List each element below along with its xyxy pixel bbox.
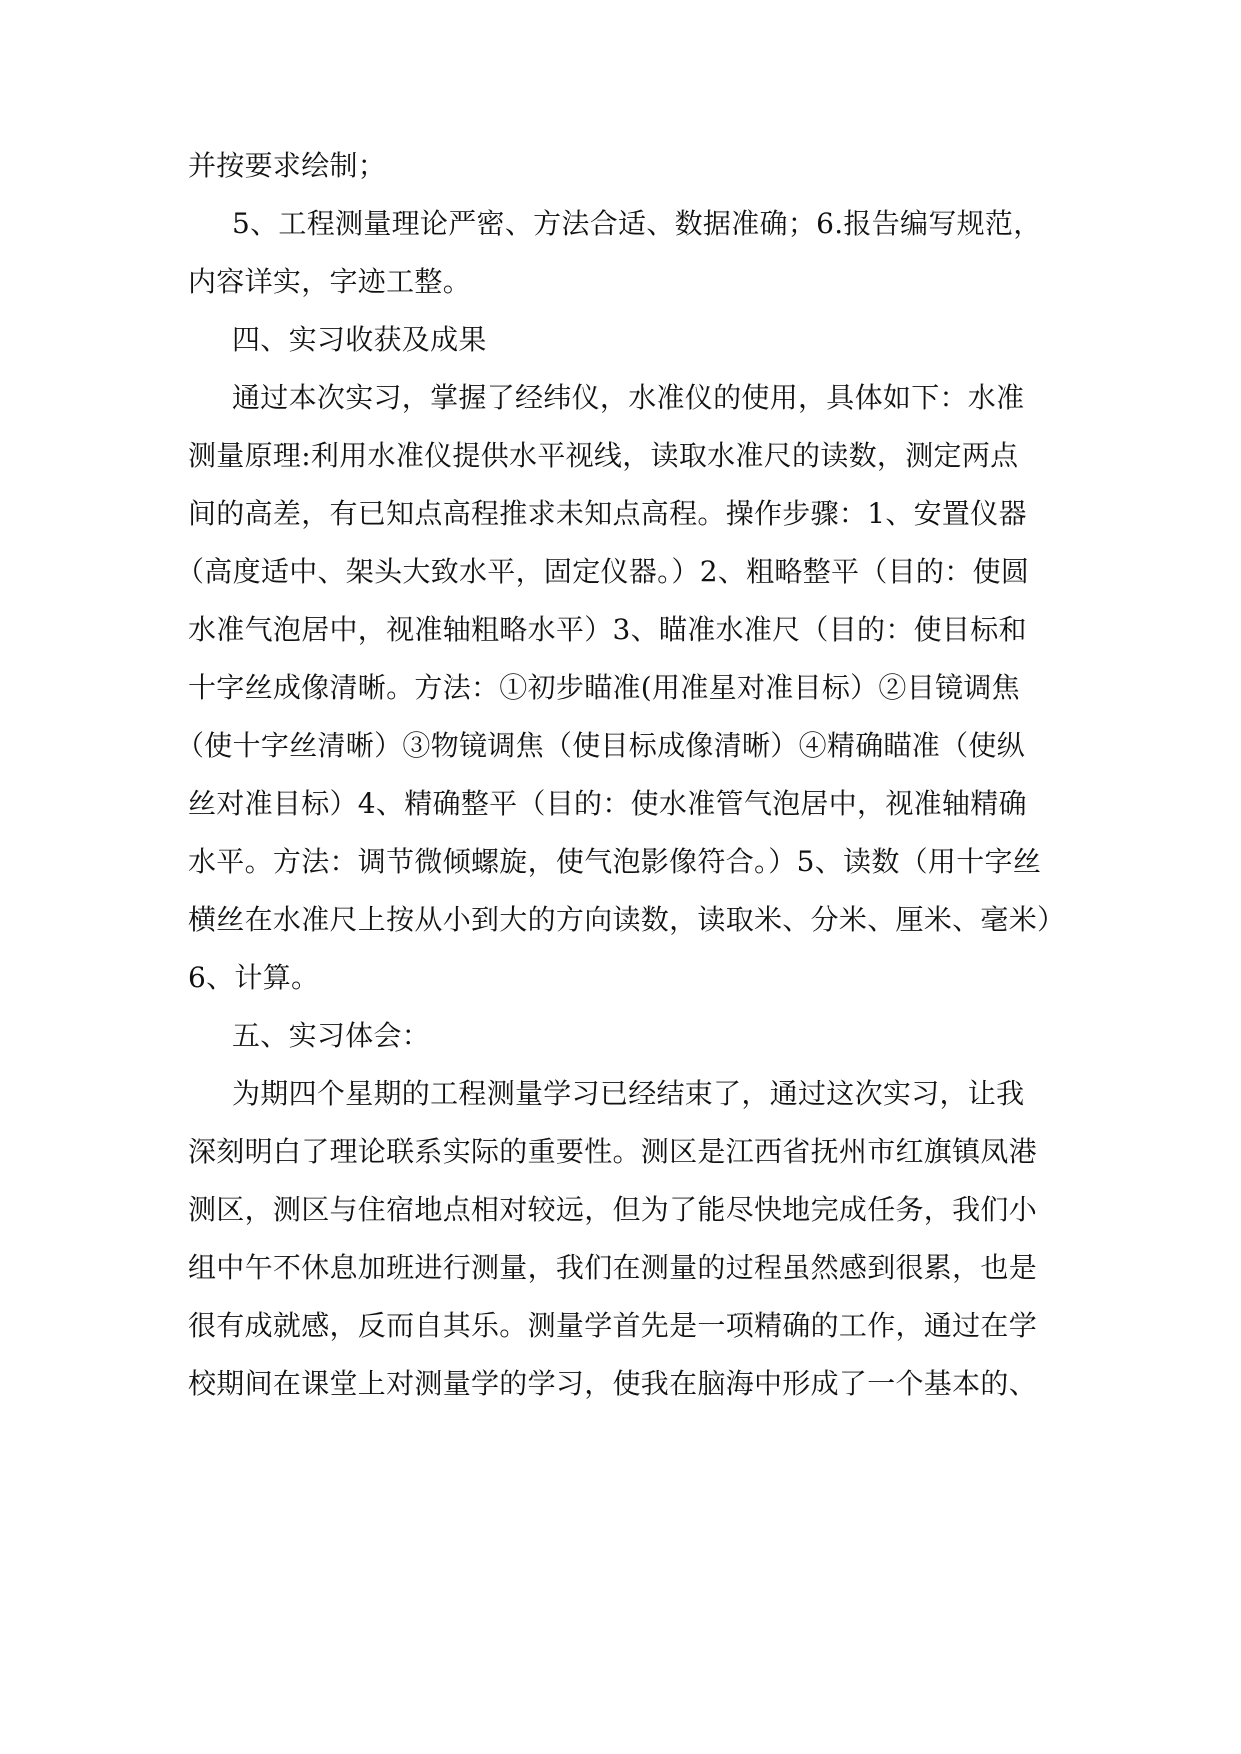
text-line: 为期四个星期的工程测量学习已经结束了，通过这次实习，让我	[232, 1077, 1025, 1110]
text-line: 深刻明白了理论联系实际的重要性。测区是江西省抚州市红旗镇凤港	[188, 1135, 1038, 1168]
text-line: （高度适中、架头大致水平，固定仪器。）2、粗略整平（目的：使圆	[176, 555, 1030, 588]
text-line: 横丝在水准尺上按从小到大的方向读数，读取米、分米、厘米、毫米）	[188, 903, 1066, 936]
text-line: 组中午不休息加班进行测量，我们在测量的过程虽然感到很累，也是	[188, 1251, 1038, 1284]
text-line: 5、工程测量理论严密、方法合适、数据准确；6.报告编写规范，	[232, 207, 1042, 240]
text-line: 很有成就感，反而自其乐。测量学首先是一项精确的工作，通过在学	[188, 1309, 1038, 1342]
section-heading: 四、实习收获及成果	[232, 323, 487, 356]
text-line: 内容详实，字迹工整。	[188, 265, 472, 298]
text-line: 十字丝成像清晰。方法：①初步瞄准(用准星对准目标）②目镜调焦	[188, 671, 1020, 704]
text-line: 并按要求绘制；	[188, 149, 387, 182]
text-line: 6、计算。	[188, 961, 320, 994]
text-line: （使十字丝清晰）③物镜调焦（使目标成像清晰）④精确瞄准（使纵	[176, 729, 1026, 762]
text-line: 水准气泡居中，视准轴粗略水平）3、瞄准水准尺（目的：使目标和	[188, 613, 1027, 646]
text-line: 校期间在课堂上对测量学的学习，使我在脑海中形成了一个基本的、	[188, 1367, 1038, 1400]
text-line: 测区，测区与住宿地点相对较远，但为了能尽快地完成任务，我们小	[188, 1193, 1038, 1226]
text-line: 水平。方法：调节微倾螺旋，使气泡影像符合。）5、读数（用十字丝	[188, 845, 1042, 878]
section-heading: 五、实习体会：	[232, 1019, 431, 1052]
text-line: 丝对准目标）4、精确整平（目的：使水准管气泡居中，视准轴精确	[188, 787, 1027, 820]
text-line: 通过本次实习，掌握了经纬仪，水准仪的使用，具体如下：水准	[232, 381, 1025, 414]
text-line: 间的高差，有已知点高程推求未知点高程。操作步骤：1、安置仪器	[188, 497, 1027, 530]
text-line: 测量原理:利用水准仪提供水平视线，读取水准尺的读数，测定两点	[188, 439, 1019, 472]
